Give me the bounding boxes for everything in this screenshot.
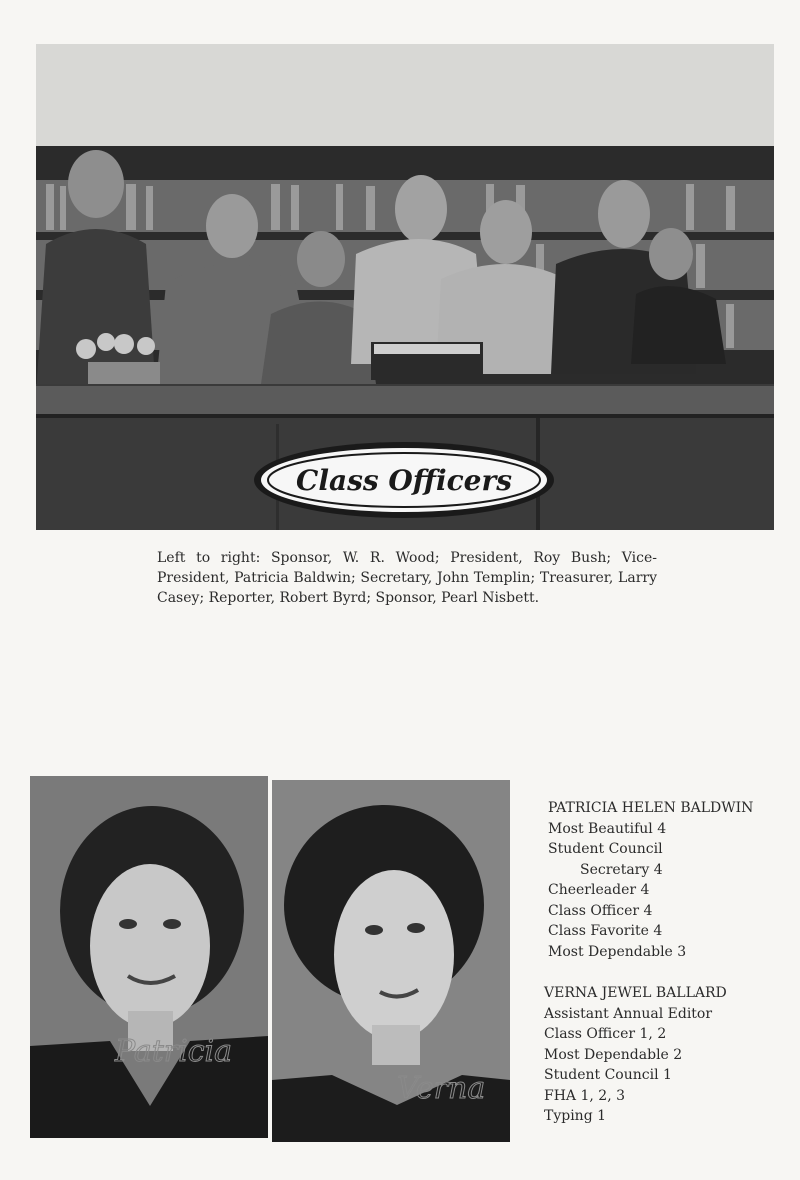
class-officers-banner: Class Officers bbox=[296, 464, 512, 497]
portrait-image bbox=[272, 780, 510, 1142]
activity-line: Class Officer 1, 2 bbox=[544, 1026, 667, 1042]
activity-line: Class Favorite 4 bbox=[548, 923, 663, 939]
activity-line: Most Beautiful 4 bbox=[548, 820, 667, 837]
activity-line: Most Dependable 3 bbox=[548, 943, 687, 960]
activity-line: Secretary 4 bbox=[580, 861, 663, 878]
student-name: VERNA JEWEL BALLARD bbox=[544, 985, 727, 1001]
group-photo-image bbox=[36, 44, 774, 530]
activity-line: Class Officer 4 bbox=[548, 902, 653, 919]
activity-line: Cheerleader 4 bbox=[548, 882, 650, 898]
portrait-verna-ballard bbox=[272, 780, 510, 1142]
photo-caption bbox=[157, 548, 657, 608]
activity-line: Most Dependable 2 bbox=[544, 1046, 683, 1063]
activity-line: Student Council 1 bbox=[544, 1067, 672, 1083]
bio-patricia-baldwin bbox=[548, 798, 753, 962]
group-photo bbox=[36, 44, 774, 530]
portrait-patricia-baldwin bbox=[30, 776, 268, 1138]
signature-patricia: Patricia bbox=[115, 1034, 232, 1069]
activity-line: Typing 1 bbox=[544, 1108, 607, 1124]
bio-verna-ballard bbox=[544, 983, 727, 1127]
caption-text: Left to right: Sponsor, W. R. Wood; President, Roy Bush; Vice-President, Patricia Baldwin; Secretary, John Templin; Treasurer, Larry Casey; Reporter, Robert Byrd; Sponsor, Pearl Nisbett. bbox=[157, 550, 657, 606]
activity-line: Student Council bbox=[548, 841, 663, 857]
activity-line: Assistant Annual Editor bbox=[544, 1005, 713, 1022]
student-name: PATRICIA HELEN BALDWIN bbox=[548, 800, 754, 816]
portrait-image bbox=[30, 776, 268, 1138]
signature-verna: Verna bbox=[397, 1071, 486, 1106]
activity-line: FHA 1, 2, 3 bbox=[544, 1087, 626, 1104]
